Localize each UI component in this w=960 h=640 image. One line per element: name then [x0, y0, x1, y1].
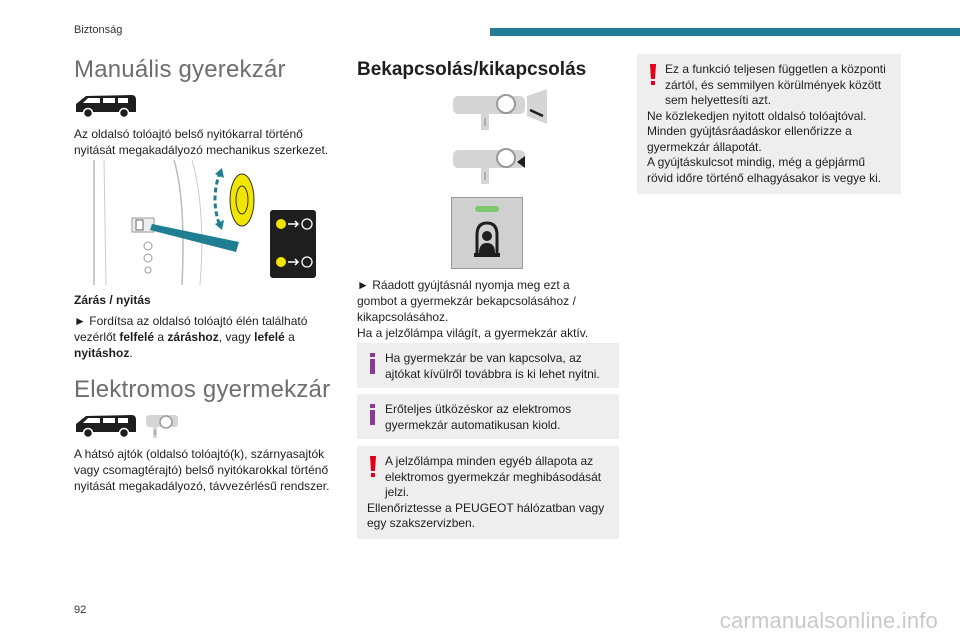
info-icon — [367, 404, 379, 426]
on-off-instruction: ► Ráadott gyújtásnál nyomja meg ezt a gombot a gyermekzár bekapcsolásához / kikapcsolásához. — [357, 278, 576, 324]
van-icon — [74, 412, 138, 438]
section-label: Biztonság — [74, 24, 123, 36]
dashboard-door-closed-icon — [451, 140, 551, 186]
warning-note-central-lock: Ez a funkció teljesen független a központi zártól, és semmilyen körülmények között sem helyettesíti azt. Ne közlekedjen nyitott oldalsó tolóajtóval. Minden gyújtásráadáskor ellenőrizze a gyermekzár állapotát. A gyújtáskulcsot mindig, még a gépjármű rövid időre történő elhagyásakor is vegye ki. — [637, 54, 901, 194]
lamp-status-text: Ha a jelzőlámpa világít, a gyermekzár aktív. — [357, 326, 589, 340]
van-icon — [74, 92, 138, 118]
watermark: carmanualsonline.info — [719, 608, 938, 633]
sliding-door-lock-illustration — [74, 160, 339, 285]
dashboard-steering-icon — [144, 412, 180, 440]
warning-icon — [367, 456, 379, 478]
page-number: 92 — [74, 604, 87, 616]
header-accent-bar — [490, 28, 960, 36]
electric-lock-description: A hátsó ajtók (oldalsó tolóajtó(k), szárnyasajtók vagy csomagtérajtó) belső nyitókarokkal történő nyitását megakadályozó, távvezérlésű rendszer. — [74, 447, 330, 493]
dashboard-door-open-icon — [451, 86, 551, 132]
warning-icon — [647, 64, 659, 86]
child-lock-button[interactable] — [451, 197, 523, 269]
info-icon — [367, 353, 379, 375]
manual-lock-description: Az oldalsó tolóajtó belső nyitókarral történő nyitását megakadályozó mechanikus szerkezet. — [74, 127, 329, 157]
info-note-crash-release: Erőteljes ütközéskor az elektromos gyermekzár automatikusan kiold. — [357, 394, 619, 439]
bullet-arrow: ► — [74, 314, 86, 328]
subhead-lock-unlock: Zárás / nyitás — [74, 293, 151, 307]
title-electric-child-lock: Elektromos gyermekzár — [74, 376, 331, 403]
bullet-arrow: ► — [357, 278, 369, 292]
title-manual-child-lock: Manuális gyerekzár — [74, 56, 286, 83]
info-note-outside-open: Ha gyermekzár be van kapcsolva, az ajtókat kívülről továbbra is ki lehet nyitni. — [357, 343, 619, 388]
warning-note-malfunction: A jelzőlámpa minden egyéb állapota az elektromos gyermekzár meghibásodását jelzi. Ellenőriztesse a PEUGEOT hálózatban vagy egy szakszervizben. — [357, 446, 619, 539]
title-on-off: Bekapcsolás/kikapcsolás — [357, 59, 587, 80]
indicator-led — [475, 206, 499, 212]
manual-lock-instruction: ► Fordítsa az oldalsó tolóajtó élén található vezérlőt felfelé a záráshoz, vagy lefelé a nyitáshoz. — [74, 314, 308, 360]
